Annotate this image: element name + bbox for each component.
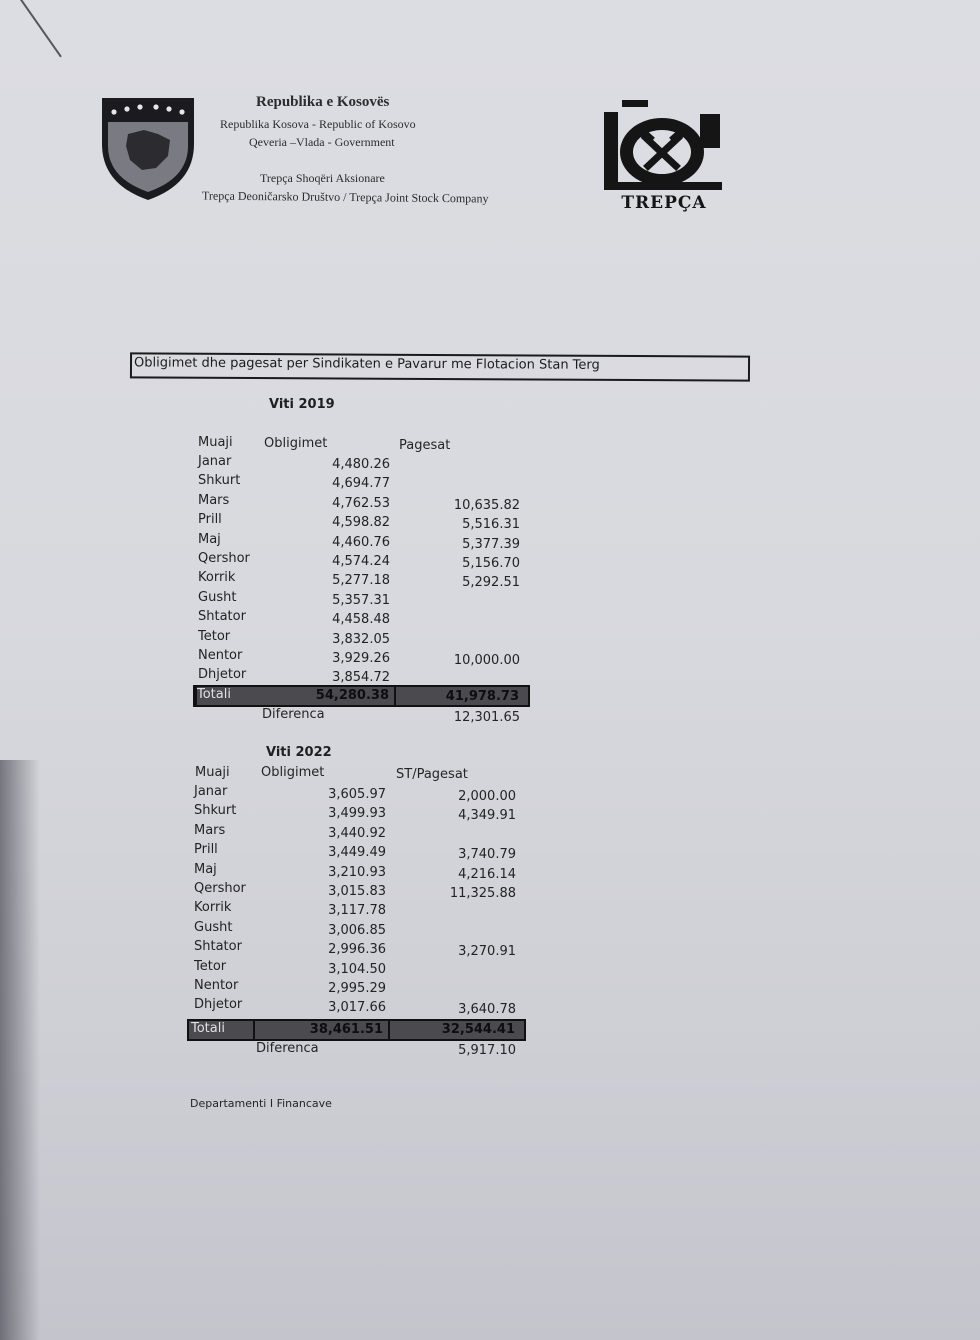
table-row bbox=[198, 629, 538, 648]
month-cell: Shtator bbox=[198, 609, 246, 625]
difference-label: Diferenca bbox=[256, 1041, 319, 1056]
table-row bbox=[198, 648, 538, 667]
payment-cell: 3,640.78 bbox=[458, 1002, 516, 1018]
table-row bbox=[198, 551, 538, 570]
payment-cell: 4,216.14 bbox=[458, 866, 516, 882]
obligation-cell: 4,598.82 bbox=[332, 515, 390, 531]
obligation-cell: 5,277.18 bbox=[332, 573, 390, 589]
table-row bbox=[198, 570, 538, 589]
obligation-cell: 3,929.26 bbox=[332, 651, 390, 666]
month-cell: Gusht bbox=[194, 919, 233, 935]
document-title-box bbox=[130, 352, 750, 381]
month-cell: Janar bbox=[198, 454, 232, 469]
page-shadow bbox=[0, 760, 40, 1340]
obligation-cell: 3,017.66 bbox=[328, 1000, 386, 1016]
column-header-payments: ST/Pagesat bbox=[396, 767, 468, 782]
obligation-cell: 4,480.26 bbox=[332, 457, 390, 472]
obligation-cell: 3,499.93 bbox=[328, 806, 386, 822]
month-cell: Qershor bbox=[194, 881, 246, 896]
table-row bbox=[198, 609, 538, 628]
obligation-cell: 3,449.49 bbox=[328, 845, 386, 861]
difference-value: 12,301.65 bbox=[453, 710, 520, 725]
table-row bbox=[198, 667, 538, 686]
month-cell: Tetor bbox=[198, 628, 231, 644]
obligation-cell: 3,006.85 bbox=[328, 922, 386, 938]
total-payments: 32,544.41 bbox=[441, 1022, 515, 1037]
payment-cell: 3,740.79 bbox=[458, 847, 516, 863]
table-row bbox=[198, 493, 538, 512]
table-row bbox=[194, 997, 534, 1016]
month-cell: Shkurt bbox=[194, 803, 237, 819]
month-cell: Shtator bbox=[194, 939, 242, 955]
total-row bbox=[193, 685, 530, 707]
column-header-obligations: Obligimet bbox=[264, 436, 328, 451]
month-cell: Gusht bbox=[198, 589, 237, 605]
footer-department: Departamenti I Financave bbox=[190, 1097, 332, 1110]
table-row bbox=[194, 959, 534, 978]
total-label: Totali bbox=[197, 687, 231, 702]
obligation-cell: 4,694.77 bbox=[332, 476, 390, 492]
obligation-cell: 2,995.29 bbox=[328, 981, 386, 996]
table-row bbox=[194, 862, 534, 881]
payment-cell: 10,000.00 bbox=[453, 653, 520, 668]
month-cell: Maj bbox=[198, 531, 221, 547]
company-name-sr-en: Trepça Deoničarsko Društvo / Trepça Joint Stock Company bbox=[201, 188, 489, 206]
payment-cell: 5,156.70 bbox=[462, 556, 520, 571]
table-row bbox=[198, 454, 538, 473]
obligation-cell: 3,832.05 bbox=[332, 631, 390, 647]
table-row bbox=[194, 939, 534, 958]
obligation-cell: 4,458.48 bbox=[332, 612, 390, 628]
total-obligations: 38,461.51 bbox=[309, 1022, 383, 1037]
republic-subtitle: Republika Kosova - Republic of Kosovo bbox=[220, 117, 416, 131]
column-header-obligations: Obligimet bbox=[261, 765, 325, 780]
month-cell: Qershor bbox=[198, 551, 250, 566]
total-payments: 41,978.73 bbox=[445, 689, 519, 704]
difference-label: Diferenca bbox=[262, 707, 325, 722]
kosovo-coat-of-arms-icon bbox=[98, 94, 198, 204]
table-row bbox=[198, 590, 538, 609]
company-name-sq: Trepça Shoqëri Aksionare bbox=[260, 171, 385, 185]
month-cell: Mars bbox=[198, 492, 230, 508]
obligation-cell: 4,574.24 bbox=[332, 554, 390, 569]
month-cell: Nentor bbox=[198, 648, 243, 663]
payment-cell: 2,000.00 bbox=[458, 789, 516, 804]
month-cell: Dhjetor bbox=[198, 667, 247, 683]
table-row bbox=[194, 842, 534, 861]
letterhead bbox=[0, 0, 980, 240]
total-label: Totali bbox=[191, 1021, 225, 1036]
payment-cell: 5,377.39 bbox=[462, 536, 520, 552]
payment-cell: 10,635.82 bbox=[453, 497, 520, 513]
month-cell: Janar bbox=[194, 784, 228, 799]
payment-cell: 4,349.91 bbox=[458, 808, 516, 824]
total-row bbox=[187, 1019, 526, 1041]
year-heading: Viti 2022 bbox=[266, 745, 332, 760]
obligation-cell: 3,104.50 bbox=[328, 961, 386, 977]
obligation-cell: 3,015.83 bbox=[328, 884, 386, 899]
table-row bbox=[198, 473, 538, 492]
table-row bbox=[194, 803, 534, 822]
column-header-payments: Pagesat bbox=[399, 438, 451, 453]
payment-cell: 5,516.31 bbox=[462, 517, 520, 533]
obligation-cell: 4,762.53 bbox=[332, 495, 390, 511]
obligation-cell: 3,605.97 bbox=[328, 787, 386, 802]
trepca-logo-text: TREPÇA bbox=[621, 193, 707, 213]
obligation-cell: 5,357.31 bbox=[332, 592, 390, 608]
republic-title: Republika e Kosovës bbox=[256, 94, 390, 110]
column-header-month: Muaji bbox=[198, 435, 233, 450]
table-row bbox=[198, 532, 538, 551]
document-title: Obligimet dhe pagesat per Sindikaten e Pavarur me Flotacion Stan Terg bbox=[133, 355, 600, 373]
table-row bbox=[194, 920, 534, 939]
obligation-cell: 2,996.36 bbox=[328, 942, 386, 958]
month-cell: Maj bbox=[194, 861, 217, 877]
month-cell: Mars bbox=[194, 822, 226, 838]
obligation-cell: 3,210.93 bbox=[328, 864, 386, 880]
month-cell: Shkurt bbox=[198, 473, 241, 489]
payment-cell: 5,292.51 bbox=[462, 575, 520, 591]
difference-value: 5,917.10 bbox=[458, 1043, 516, 1058]
month-cell: Nentor bbox=[194, 978, 239, 993]
month-cell: Tetor bbox=[194, 958, 227, 974]
table-row bbox=[194, 881, 534, 900]
total-obligations: 54,280.38 bbox=[315, 688, 389, 703]
table-row bbox=[194, 900, 534, 919]
month-cell: Korrik bbox=[198, 570, 236, 586]
government-line: Qeveria –Vlada - Government bbox=[249, 135, 395, 149]
table-row bbox=[194, 823, 534, 842]
obligation-cell: 3,440.92 bbox=[328, 825, 386, 841]
obligation-cell: 4,460.76 bbox=[332, 534, 390, 550]
table-row bbox=[194, 784, 534, 803]
payment-cell: 11,325.88 bbox=[449, 886, 516, 901]
table-row bbox=[194, 978, 534, 997]
month-cell: Prill bbox=[194, 842, 218, 858]
payment-cell: 3,270.91 bbox=[458, 944, 516, 960]
column-header-month: Muaji bbox=[195, 765, 230, 780]
month-cell: Prill bbox=[198, 512, 222, 528]
obligation-cell: 3,117.78 bbox=[328, 903, 386, 919]
month-cell: Dhjetor bbox=[194, 997, 243, 1013]
table-row bbox=[198, 512, 538, 531]
month-cell: Korrik bbox=[194, 900, 232, 916]
obligation-cell: 3,854.72 bbox=[332, 670, 390, 686]
year-heading: Viti 2019 bbox=[269, 397, 335, 412]
